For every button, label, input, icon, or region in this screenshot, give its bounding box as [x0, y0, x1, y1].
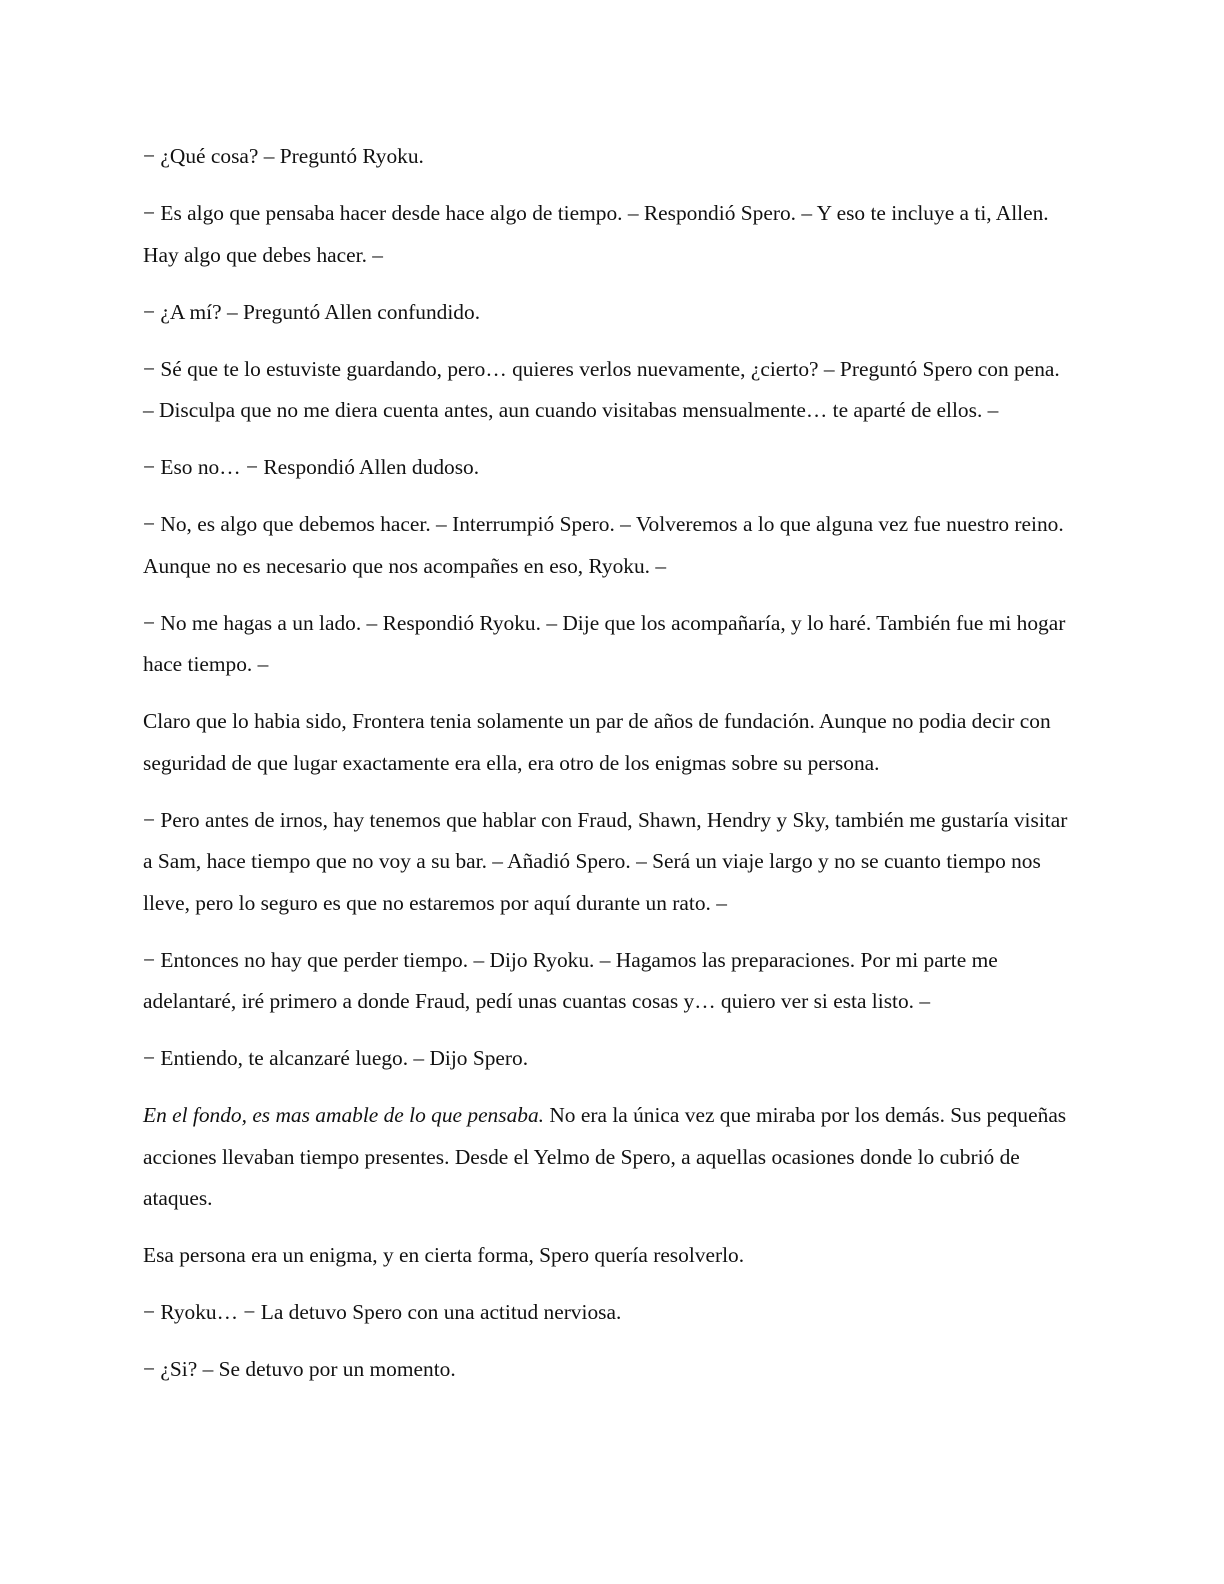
paragraph: − ¿Si? – Se detuvo por un momento.	[143, 1357, 456, 1381]
document-page	[143, 136, 1073, 1406]
paragraph: − ¿A mí? – Preguntó Allen confundido.	[143, 299, 481, 324]
paragraph-continuation: No era la única vez que miraba por los demás. Sus pequeñas acciones llevaban tiempo presentes. Desde el Yelmo de Spero, a aquellas ocasiones donde lo cubrió de ataques.	[143, 1103, 1067, 1210]
paragraph: − No, es algo que debemos hacer. – Interrumpió Spero. – Volveremos a lo que alguna vez fue nuestro reino. Aunque no es necesario que nos acompañes en eso, Ryoku. –	[143, 512, 1064, 578]
paragraph: − No me hagas a un lado. – Respondió Ryoku. – Dije que los acompañaría, y lo haré. También fue mi hogar hace tiempo. –	[143, 610, 1066, 676]
paragraph: − Ryoku… − La detuvo Spero con una actitud nerviosa.	[143, 1300, 622, 1324]
paragraph: − Eso no… − Respondió Allen dudoso.	[143, 455, 480, 479]
italic-thought: En el fondo, es mas amable de lo que pensaba.	[143, 1103, 545, 1127]
paragraph: Esa persona era un enigma, y en cierta forma, Spero quería resolverlo.	[143, 1243, 745, 1267]
paragraph: − Pero antes de irnos, hay tenemos que hablar con Fraud, Shawn, Hendry y Sky, también me gustaría visitar a Sam, hace tiempo que no voy a su bar. – Añadió Spero. – Será un viaje largo y no se cuanto tiempo nos lleve, pero lo seguro es que no estaremos por aquí durante un rato. –	[143, 807, 1068, 915]
paragraph: − Entonces no hay que perder tiempo. – Dijo Ryoku. – Hagamos las preparaciones. Por mi parte me adelantaré, iré primero a donde Fraud, pedí unas cuantas cosas y… quiero ver si esta listo. –	[143, 947, 998, 1013]
paragraph-with-italic-thought	[143, 1095, 1073, 1220]
paragraph: − Es algo que pensaba hacer desde hace algo de tiempo. – Respondió Spero. – Y eso te incluye a ti, Allen. Hay algo que debes hacer. –	[143, 201, 1049, 267]
paragraph: − Entiendo, te alcanzaré luego. – Dijo Spero.	[143, 1046, 529, 1070]
paragraph: Claro que lo habia sido, Frontera tenia solamente un par de años de fundación. Aunque no podia decir con seguridad de que lugar exactamente era ella, era otro de los enigmas sobre su persona.	[143, 709, 1051, 775]
paragraph: − Sé que te lo estuviste guardando, pero… quieres verlos nuevamente, ¿cierto? – Preguntó Spero con pena. – Disculpa que no me diera cuenta antes, aun cuando visitabas mensualmente… te aparté de ellos. –	[143, 356, 1060, 422]
paragraph: − ¿Qué cosa? – Preguntó Ryoku.	[143, 144, 424, 168]
